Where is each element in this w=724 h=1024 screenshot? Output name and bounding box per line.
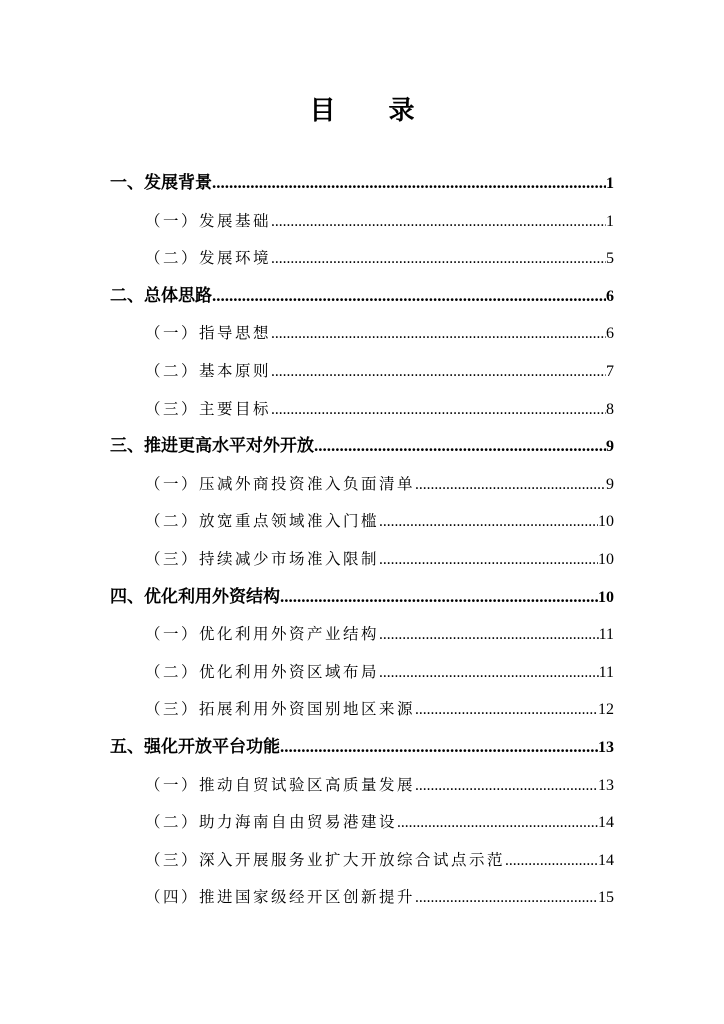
toc-page-number: 11 bbox=[598, 626, 614, 644]
toc-page-number: 10 bbox=[598, 513, 614, 531]
dot-leader bbox=[271, 398, 606, 422]
toc-page-number: 9 bbox=[606, 475, 614, 493]
toc-entry-label: （二）助力海南自由贸易港建设 bbox=[145, 813, 398, 832]
toc-subsection-entry[interactable] bbox=[145, 885, 614, 909]
toc-subsection-entry[interactable] bbox=[145, 660, 614, 684]
toc-entry-label: 五、强化开放平台功能 bbox=[110, 737, 280, 757]
toc-page-number: 15 bbox=[598, 889, 614, 907]
toc-page-number: 6 bbox=[606, 325, 614, 343]
toc-entry-label: （二）优化利用外资区域布局 bbox=[145, 662, 380, 681]
toc-page-number: 10 bbox=[598, 588, 614, 606]
toc-subsection-entry[interactable] bbox=[145, 547, 614, 571]
toc-page-number: 9 bbox=[606, 438, 614, 456]
toc-page-number: 13 bbox=[598, 776, 614, 794]
toc-entry-label: （一）指导思想 bbox=[145, 324, 272, 343]
toc-subsection-entry[interactable] bbox=[145, 246, 614, 270]
toc-entry-label: 二、总体思路 bbox=[110, 285, 212, 306]
toc-entry-label: （三）拓展利用外资国别地区来源 bbox=[145, 700, 416, 719]
dot-leader bbox=[280, 585, 598, 609]
dot-leader bbox=[271, 360, 606, 384]
toc-entry-label: （一）推动自贸试验区高质量发展 bbox=[145, 775, 416, 794]
toc-entry-label: （二）发展环境 bbox=[145, 249, 272, 268]
dot-leader bbox=[271, 247, 606, 271]
toc-entry-label: （二）基本原则 bbox=[145, 362, 272, 380]
dot-leader bbox=[379, 623, 599, 647]
toc-subsection-entry[interactable] bbox=[145, 697, 614, 721]
toc-page-number: 7 bbox=[606, 363, 614, 380]
toc-entry-label: （三）主要目标 bbox=[145, 399, 272, 418]
dot-leader bbox=[505, 849, 598, 873]
toc-page-number: 14 bbox=[598, 814, 614, 832]
dot-leader bbox=[212, 171, 606, 195]
toc-subsection-entry[interactable] bbox=[145, 509, 614, 533]
toc-entry-label: 四、优化利用外资结构 bbox=[110, 586, 280, 607]
toc-page-number: 14 bbox=[598, 851, 614, 869]
dot-leader bbox=[280, 735, 598, 759]
toc-entry-label: （四）推进国家级经开区创新提升 bbox=[145, 888, 416, 907]
dot-leader bbox=[415, 698, 598, 722]
dot-leader bbox=[415, 886, 598, 910]
toc-page-number: 6 bbox=[606, 287, 614, 305]
dot-leader bbox=[415, 473, 606, 497]
toc-section-entry[interactable] bbox=[110, 434, 614, 458]
toc-entry-label: （一）优化利用外资产业结构 bbox=[145, 625, 380, 644]
dot-leader bbox=[271, 210, 606, 234]
toc-page-number: 1 bbox=[606, 175, 614, 192]
toc-section-entry[interactable] bbox=[110, 735, 614, 759]
dot-leader bbox=[314, 434, 606, 458]
toc-page-number: 1 bbox=[606, 212, 614, 230]
toc-subsection-entry[interactable] bbox=[145, 848, 614, 872]
toc-page-number: 5 bbox=[606, 250, 614, 268]
toc-page-number: 8 bbox=[606, 400, 614, 418]
toc-entry-label: 三、推进更高水平对外开放 bbox=[110, 436, 314, 457]
toc-subsection-entry[interactable] bbox=[145, 622, 614, 646]
dot-leader bbox=[397, 811, 598, 835]
toc-page-number: 11 bbox=[598, 663, 614, 681]
toc-subsection-entry[interactable] bbox=[145, 472, 614, 496]
page-title: 目 录 bbox=[309, 96, 437, 126]
toc-entry-label: 一、发展背景 bbox=[110, 173, 212, 193]
toc-page-number: 10 bbox=[598, 551, 614, 568]
toc-section-entry[interactable] bbox=[110, 585, 614, 609]
toc-subsection-entry[interactable] bbox=[145, 397, 614, 421]
toc-page-number: 12 bbox=[598, 701, 614, 719]
toc-subsection-entry[interactable] bbox=[145, 321, 614, 345]
toc-entry-label: （一）压减外商投资准入负面清单 bbox=[145, 474, 416, 493]
toc-entry-label: （三）持续减少市场准入限制 bbox=[145, 550, 380, 568]
toc-entry-label: （二）放宽重点领域准入门槛 bbox=[145, 512, 380, 531]
toc-page-number: 13 bbox=[598, 739, 614, 756]
dot-leader bbox=[379, 548, 598, 572]
toc-section-entry[interactable] bbox=[110, 284, 614, 308]
dot-leader bbox=[379, 661, 599, 685]
toc-entry-label: （三）深入开展服务业扩大开放综合试点示范 bbox=[145, 850, 506, 869]
dot-leader bbox=[271, 322, 606, 346]
dot-leader bbox=[212, 284, 606, 308]
dot-leader bbox=[379, 510, 598, 534]
toc-subsection-entry[interactable] bbox=[145, 359, 614, 383]
dot-leader bbox=[415, 774, 598, 798]
toc-entry-label: （一）发展基础 bbox=[145, 211, 272, 230]
toc-subsection-entry[interactable] bbox=[145, 773, 614, 797]
toc-subsection-entry[interactable] bbox=[145, 810, 614, 834]
toc-subsection-entry[interactable] bbox=[145, 209, 614, 233]
toc-section-entry[interactable] bbox=[110, 171, 614, 195]
